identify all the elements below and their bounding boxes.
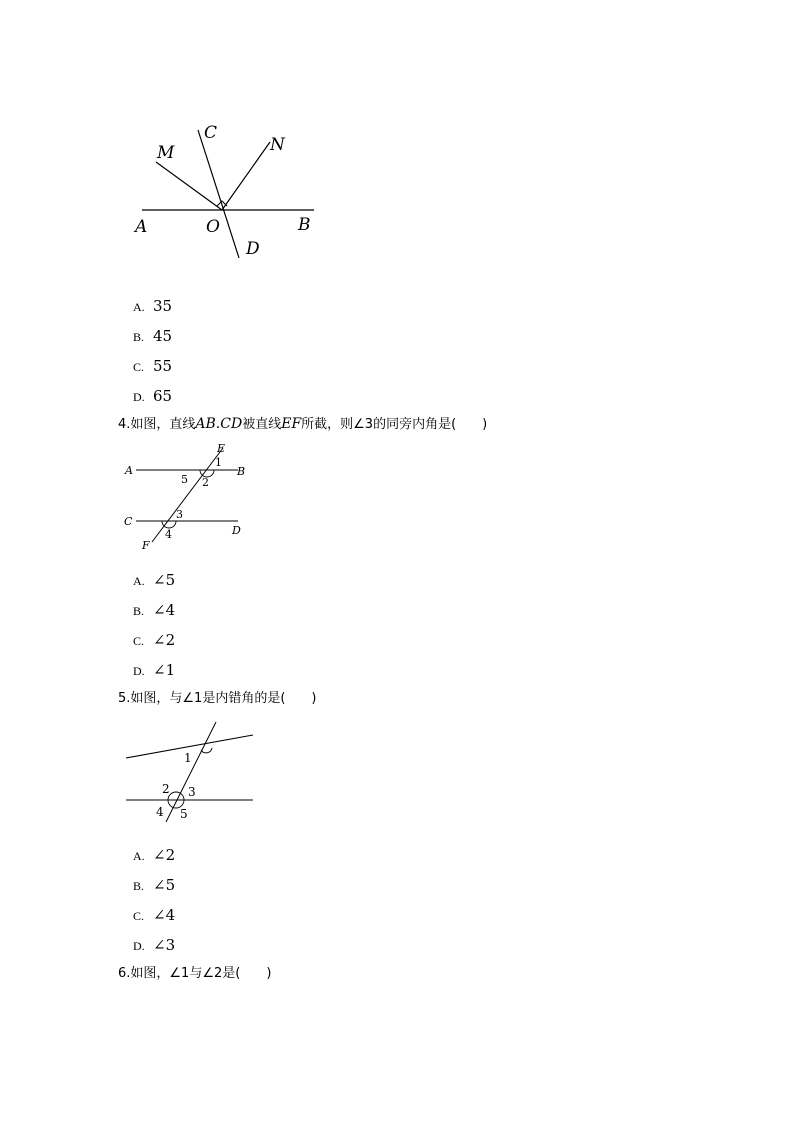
ray-on [222, 142, 270, 210]
option-value: ∠5 [153, 876, 176, 894]
option-letter: D. [133, 939, 145, 953]
label-5: 5 [180, 807, 188, 821]
q4-prefix: 4.如图，直线 [118, 417, 196, 432]
option-value: ∠3 [153, 936, 176, 954]
option-value: ∠4 [153, 601, 176, 619]
q4-math-ab-cd: AB.CD [195, 416, 243, 432]
option-value: ∠2 [153, 631, 176, 649]
option-letter: A. [133, 849, 145, 863]
transversal [166, 722, 216, 822]
q6-text: 6.如图，∠1与∠2是( ) [118, 966, 272, 981]
label-d: D [232, 524, 241, 537]
label-5: 5 [181, 473, 188, 486]
q4-option-b [133, 601, 175, 620]
q5-option-d [133, 936, 175, 955]
label-2: 2 [202, 476, 209, 489]
option-letter: B. [133, 330, 145, 344]
option-value: ∠5 [153, 571, 176, 589]
label-m: M [157, 143, 175, 163]
q4-option-d [133, 661, 175, 680]
ray-om [156, 162, 222, 210]
q4-mid: 被直线 [242, 417, 282, 432]
option-letter: C. [133, 909, 145, 923]
option-value: ∠1 [153, 661, 176, 679]
q3-option-a [133, 297, 172, 316]
option-letter: B. [133, 879, 145, 893]
option-value: 65 [153, 387, 173, 405]
option-letter: A. [133, 300, 145, 314]
angle-arc-lower [162, 521, 176, 528]
label-2: 2 [162, 782, 170, 796]
label-o: O [206, 217, 220, 237]
option-value: 35 [153, 297, 173, 315]
label-n: N [270, 135, 285, 155]
label-b: B [298, 215, 311, 235]
option-letter: C. [133, 360, 145, 374]
option-letter: C. [133, 634, 145, 648]
label-1: 1 [215, 456, 222, 469]
label-a: A [125, 464, 133, 477]
label-b: B [237, 465, 246, 478]
q3-option-c [133, 357, 172, 376]
q5-option-c [133, 906, 175, 925]
q5-option-b [133, 876, 175, 895]
q4-option-c [133, 631, 175, 650]
option-letter: D. [133, 664, 145, 678]
label-1: 1 [184, 751, 192, 765]
label-4: 4 [165, 528, 172, 541]
label-d: D [246, 239, 260, 259]
label-e: E [217, 442, 226, 455]
figure-transversal-angles [120, 718, 260, 828]
label-c: C [204, 123, 218, 143]
label-f: F [142, 539, 150, 552]
figure-angles-at-o [130, 120, 330, 265]
q4-option-a [133, 571, 175, 590]
label-4: 4 [156, 805, 164, 819]
label-3: 3 [188, 785, 196, 799]
question-4-text [118, 415, 487, 434]
option-letter: B. [133, 604, 145, 618]
option-value: ∠2 [153, 846, 176, 864]
q4-math-ef: EF [281, 416, 302, 432]
q3-option-d [133, 387, 172, 406]
q5-text: 5.如图，与∠1是内错角的是( ) [118, 691, 317, 706]
question-6-text [118, 965, 271, 983]
option-value: ∠4 [153, 906, 176, 924]
option-value: 55 [153, 357, 173, 375]
q5-option-a [133, 846, 175, 865]
figure-parallel-lines-ef [120, 440, 250, 555]
question-5-text [118, 690, 316, 708]
option-value: 45 [153, 327, 173, 345]
option-letter: D. [133, 390, 145, 404]
label-3: 3 [176, 508, 183, 521]
line-ef [152, 448, 223, 542]
q3-option-b [133, 327, 172, 346]
option-letter: A. [133, 574, 145, 588]
label-c: C [124, 515, 133, 528]
q4-suffix: 所截，则∠3的同旁内角是( ) [301, 417, 488, 432]
label-a: A [135, 217, 148, 237]
